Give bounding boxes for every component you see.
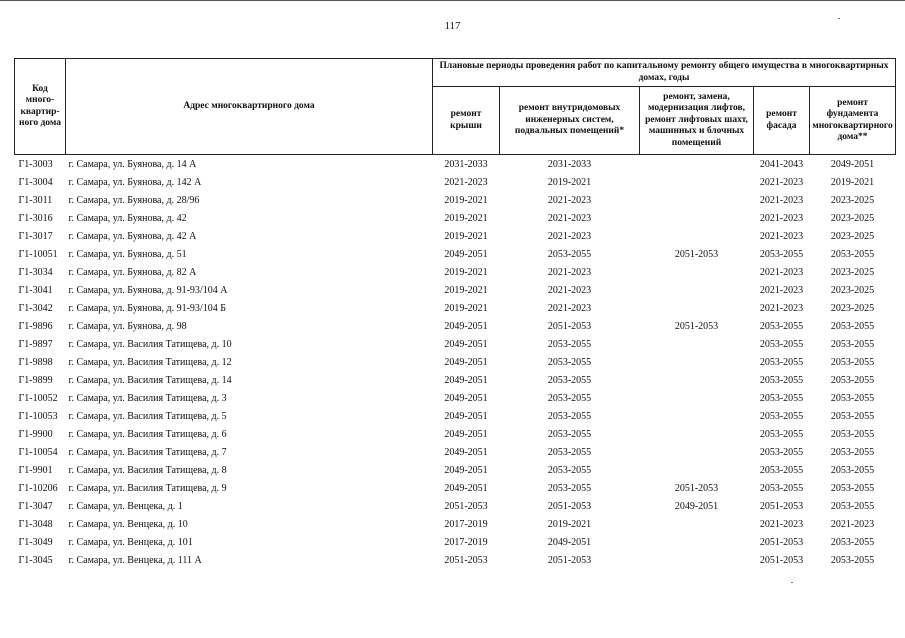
cell-facade: 2021-2023 xyxy=(759,266,804,278)
table-row xyxy=(15,425,896,443)
cell-foundation: 2021-2023 xyxy=(830,518,875,530)
table-row xyxy=(15,353,896,371)
cell-address: г. Самара, ул. Венцека, д. 10 xyxy=(68,518,188,530)
cell-roof: 2019-2021 xyxy=(444,284,488,296)
cell-elevators: 2051-2053 xyxy=(674,320,719,332)
cell-facade: 2053-2055 xyxy=(759,410,804,422)
table-row xyxy=(15,263,896,281)
cell-code: Г1-3048 xyxy=(18,518,53,530)
cell-roof: 2049-2051 xyxy=(444,320,488,332)
cell-address: г. Самара, ул. Василия Татищева, д. 12 xyxy=(68,356,232,368)
cell-engineering-systems: 2021-2023 xyxy=(547,302,592,314)
cell-roof: 2019-2021 xyxy=(444,266,488,278)
cell-address: г. Самара, ул. Василия Татищева, д. 14 xyxy=(68,374,232,386)
cell-engineering-systems: 2053-2055 xyxy=(547,428,592,440)
header-facade: ремонт фасада xyxy=(754,87,810,155)
cell-roof: 2049-2051 xyxy=(444,338,488,350)
table-row xyxy=(15,461,896,479)
cell-facade: 2021-2023 xyxy=(759,212,804,224)
cell-elevators xyxy=(640,551,754,569)
table-row xyxy=(15,497,896,515)
cell-code: Г1-3004 xyxy=(18,176,53,188)
cell-foundation: 2053-2055 xyxy=(830,464,875,476)
cell-roof: 2049-2051 xyxy=(444,374,488,386)
header-elevators: ремонт, замена, модернизация лифтов, ремонт лифтовых шахт, машинных и блочных помещений xyxy=(640,87,754,155)
cell-engineering-systems: 2053-2055 xyxy=(547,482,592,494)
cell-elevators xyxy=(640,371,754,389)
cell-facade: 2041-2043 xyxy=(759,158,804,170)
cell-elevators: 2051-2053 xyxy=(674,482,719,494)
cell-address: г. Самара, ул. Буянова, д. 28/96 xyxy=(68,194,200,206)
cell-facade: 2021-2023 xyxy=(759,194,804,206)
cell-roof: 2019-2021 xyxy=(444,212,488,224)
cell-roof: 2021-2023 xyxy=(444,176,488,188)
cell-foundation: 2023-2025 xyxy=(830,194,875,206)
cell-code: Г1-3042 xyxy=(18,302,53,314)
table-row xyxy=(15,389,896,407)
cell-engineering-systems: 2021-2023 xyxy=(547,230,592,242)
cell-foundation: 2053-2055 xyxy=(830,338,875,350)
cell-roof: 2049-2051 xyxy=(444,428,488,440)
cell-elevators xyxy=(640,407,754,425)
table-row xyxy=(15,551,896,569)
header-code: Код много-квартир-ного дома xyxy=(15,59,66,155)
cell-engineering-systems: 2053-2055 xyxy=(547,248,592,260)
cell-address: г. Самара, ул. Буянова, д. 42 xyxy=(68,212,187,224)
cell-roof: 2031-2033 xyxy=(444,158,488,170)
table-row xyxy=(15,443,896,461)
cell-facade: 2053-2055 xyxy=(759,374,804,386)
header-roof: ремонт крыши xyxy=(433,87,500,155)
header-foundation: ремонт фундамента многоквартирного дома** xyxy=(810,87,896,155)
cell-elevators xyxy=(640,191,754,209)
cell-facade: 2053-2055 xyxy=(759,464,804,476)
cell-address: г. Самара, ул. Василия Татищева, д. 8 xyxy=(68,464,227,476)
cell-engineering-systems: 2019-2021 xyxy=(547,176,592,188)
cell-elevators xyxy=(640,443,754,461)
cell-roof: 2017-2019 xyxy=(444,536,488,548)
cell-facade: 2021-2023 xyxy=(759,302,804,314)
cell-engineering-systems: 2021-2023 xyxy=(547,212,592,224)
cell-roof: 2017-2019 xyxy=(444,518,488,530)
cell-foundation: 2053-2055 xyxy=(830,446,875,458)
table-body xyxy=(15,155,896,570)
cell-facade: 2053-2055 xyxy=(759,248,804,260)
table-row xyxy=(15,479,896,497)
table-row xyxy=(15,245,896,263)
cell-engineering-systems: 2053-2055 xyxy=(547,446,592,458)
cell-roof: 2049-2051 xyxy=(444,248,488,260)
cell-foundation: 2023-2025 xyxy=(830,302,875,314)
cell-code: Г1-9897 xyxy=(18,338,53,350)
cell-foundation: 2053-2055 xyxy=(830,428,875,440)
cell-elevators xyxy=(640,461,754,479)
cell-foundation: 2053-2055 xyxy=(830,410,875,422)
cell-address: г. Самара, ул. Василия Татищева, д. 10 xyxy=(68,338,232,350)
header-address: Адрес многоквартирного дома xyxy=(66,59,433,155)
cell-roof: 2019-2021 xyxy=(444,302,488,314)
cell-elevators: 2049-2051 xyxy=(674,500,719,512)
cell-roof: 2049-2051 xyxy=(444,356,488,368)
capital-repair-table xyxy=(14,58,896,569)
cell-foundation: 2023-2025 xyxy=(830,212,875,224)
cell-foundation: 2053-2055 xyxy=(830,392,875,404)
cell-foundation: 2053-2055 xyxy=(830,500,875,512)
cell-facade: 2053-2055 xyxy=(759,446,804,458)
cell-code: Г1-9896 xyxy=(18,320,53,332)
cell-engineering-systems: 2053-2055 xyxy=(547,338,592,350)
cell-code: Г1-3047 xyxy=(18,500,53,512)
cell-facade: 2053-2055 xyxy=(759,338,804,350)
cell-address: г. Самара, ул. Буянова, д. 51 xyxy=(68,248,187,260)
cell-foundation: 2053-2055 xyxy=(830,554,875,566)
cell-address: г. Самара, ул. Венцека, д. 101 xyxy=(68,536,193,548)
cell-code: Г1-10051 xyxy=(18,248,58,260)
cell-code: Г1-3016 xyxy=(18,212,53,224)
cell-facade: 2053-2055 xyxy=(759,320,804,332)
cell-facade: 2053-2055 xyxy=(759,392,804,404)
cell-elevators xyxy=(640,263,754,281)
cell-foundation: 2023-2025 xyxy=(830,230,875,242)
cell-engineering-systems: 2021-2023 xyxy=(547,194,592,206)
scan-speck xyxy=(791,582,793,583)
cell-elevators xyxy=(640,335,754,353)
table-row xyxy=(15,209,896,227)
cell-roof: 2019-2021 xyxy=(444,230,488,242)
table-row xyxy=(15,299,896,317)
cell-elevators xyxy=(640,281,754,299)
cell-facade: 2053-2055 xyxy=(759,482,804,494)
cell-elevators xyxy=(640,533,754,551)
table-row xyxy=(15,335,896,353)
cell-foundation: 2053-2055 xyxy=(830,320,875,332)
cell-facade: 2021-2023 xyxy=(759,518,804,530)
cell-elevators xyxy=(640,227,754,245)
cell-facade: 2053-2055 xyxy=(759,428,804,440)
cell-engineering-systems: 2053-2055 xyxy=(547,374,592,386)
table-row xyxy=(15,533,896,551)
table-row xyxy=(15,281,896,299)
cell-address: г. Самара, ул. Василия Татищева, д. 5 xyxy=(68,410,227,422)
table-row xyxy=(15,407,896,425)
header-planned-periods: Плановые периоды проведения работ по капитальному ремонту общего имущества в многоквартирных домах, годы xyxy=(433,59,896,87)
cell-elevators xyxy=(640,173,754,191)
cell-code: Г1-10052 xyxy=(18,392,58,404)
cell-facade: 2021-2023 xyxy=(759,230,804,242)
cell-code: Г1-10206 xyxy=(18,482,58,494)
cell-address: г. Самара, ул. Буянова, д. 91-93/104 А xyxy=(68,284,228,296)
cell-elevators xyxy=(640,425,754,443)
cell-engineering-systems: 2021-2023 xyxy=(547,284,592,296)
cell-address: г. Самара, ул. Василия Татищева, д. 7 xyxy=(68,446,227,458)
cell-address: г. Самара, ул. Буянова, д. 142 А xyxy=(68,176,202,188)
cell-engineering-systems: 2021-2023 xyxy=(547,266,592,278)
cell-facade: 2021-2023 xyxy=(759,176,804,188)
cell-roof: 2049-2051 xyxy=(444,446,488,458)
cell-engineering-systems: 2053-2055 xyxy=(547,356,592,368)
cell-facade: 2051-2053 xyxy=(759,554,804,566)
top-rule xyxy=(0,0,905,1)
cell-roof: 2049-2051 xyxy=(444,392,488,404)
cell-engineering-systems: 2019-2021 xyxy=(547,518,592,530)
scan-speck xyxy=(838,18,840,19)
cell-foundation: 2053-2055 xyxy=(830,248,875,260)
cell-roof: 2049-2051 xyxy=(444,482,488,494)
table-row xyxy=(15,317,896,335)
cell-address: г. Самара, ул. Буянова, д. 98 xyxy=(68,320,187,332)
cell-code: Г1-3011 xyxy=(18,194,53,206)
cell-engineering-systems: 2053-2055 xyxy=(547,392,592,404)
cell-address: г. Самара, ул. Венцека, д. 1 xyxy=(68,500,183,512)
cell-foundation: 2023-2025 xyxy=(830,266,875,278)
cell-foundation: 2049-2051 xyxy=(830,158,875,170)
header-engineering-systems: ремонт внутридомовых инженерных систем, подвальных помещений* xyxy=(500,87,640,155)
cell-address: г. Самара, ул. Василия Татищева, д. 3 xyxy=(68,392,227,404)
cell-code: Г1-3041 xyxy=(18,284,53,296)
cell-code: Г1-10054 xyxy=(18,446,58,458)
cell-elevators xyxy=(640,353,754,371)
cell-foundation: 2053-2055 xyxy=(830,536,875,548)
table-row xyxy=(15,227,896,245)
cell-roof: 2051-2053 xyxy=(444,554,488,566)
cell-address: г. Самара, ул. Венцека, д. 111 А xyxy=(68,554,202,566)
cell-foundation: 2053-2055 xyxy=(830,374,875,386)
cell-engineering-systems: 2051-2053 xyxy=(547,500,592,512)
cell-elevators xyxy=(640,389,754,407)
cell-code: Г1-9899 xyxy=(18,374,53,386)
page-number: 117 xyxy=(444,20,461,32)
cell-code: Г1-3049 xyxy=(18,536,53,548)
cell-code: Г1-9901 xyxy=(18,464,53,476)
table-row xyxy=(15,515,896,533)
cell-roof: 2049-2051 xyxy=(444,410,488,422)
cell-roof: 2019-2021 xyxy=(444,194,488,206)
cell-elevators: 2051-2053 xyxy=(674,248,719,260)
cell-foundation: 2053-2055 xyxy=(830,356,875,368)
cell-address: г. Самара, ул. Буянова, д. 82 А xyxy=(68,266,197,278)
cell-foundation: 2023-2025 xyxy=(830,284,875,296)
cell-code: Г1-10053 xyxy=(18,410,58,422)
cell-address: г. Самара, ул. Василия Татищева, д. 9 xyxy=(68,482,227,494)
cell-address: г. Самара, ул. Василия Татищева, д. 6 xyxy=(68,428,227,440)
cell-engineering-systems: 2053-2055 xyxy=(547,410,592,422)
cell-engineering-systems: 2051-2053 xyxy=(547,554,592,566)
cell-elevators xyxy=(640,515,754,533)
cell-code: Г1-3003 xyxy=(18,158,53,170)
cell-foundation: 2053-2055 xyxy=(830,482,875,494)
table-row xyxy=(15,173,896,191)
cell-elevators xyxy=(640,209,754,227)
cell-foundation: 2019-2021 xyxy=(830,176,875,188)
cell-roof: 2051-2053 xyxy=(444,500,488,512)
cell-code: Г1-3017 xyxy=(18,230,53,242)
cell-facade: 2051-2053 xyxy=(759,536,804,548)
cell-address: г. Самара, ул. Буянова, д. 91-93/104 Б xyxy=(68,302,226,314)
cell-code: Г1-9900 xyxy=(18,428,53,440)
cell-elevators xyxy=(640,155,754,174)
table-row xyxy=(15,371,896,389)
cell-facade: 2021-2023 xyxy=(759,284,804,296)
cell-code: Г1-9898 xyxy=(18,356,53,368)
cell-facade: 2053-2055 xyxy=(759,356,804,368)
cell-engineering-systems: 2049-2051 xyxy=(547,536,592,548)
table-row xyxy=(15,191,896,209)
cell-code: Г1-3034 xyxy=(18,266,53,278)
cell-code: Г1-3045 xyxy=(18,554,53,566)
cell-engineering-systems: 2031-2033 xyxy=(547,158,592,170)
table-row xyxy=(15,155,896,174)
cell-engineering-systems: 2053-2055 xyxy=(547,464,592,476)
cell-elevators xyxy=(640,299,754,317)
cell-address: г. Самара, ул. Буянова, д. 14 А xyxy=(68,158,197,170)
cell-address: г. Самара, ул. Буянова, д. 42 А xyxy=(68,230,197,242)
cell-roof: 2049-2051 xyxy=(444,464,488,476)
cell-facade: 2051-2053 xyxy=(759,500,804,512)
cell-engineering-systems: 2051-2053 xyxy=(547,320,592,332)
